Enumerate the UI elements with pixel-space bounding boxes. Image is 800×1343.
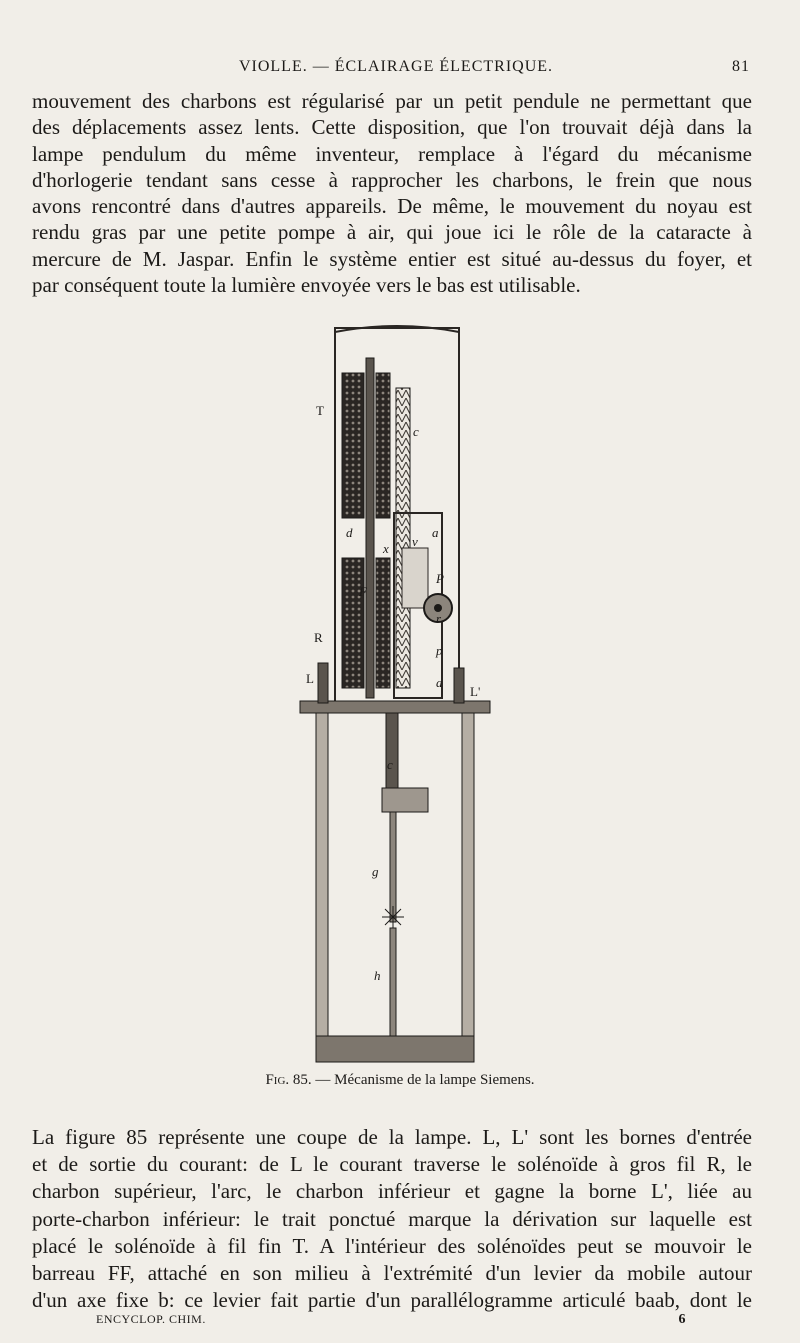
label-d: d [346,525,353,540]
paragraph-2 [32,1124,752,1314]
text-line: rendu gras par une petite pompe à air, qui joue ici le rôle de la cataracte à [32,220,752,245]
page-number: 81 [732,58,750,75]
label-P: P [436,571,444,586]
figure-number: Fig. 85. [265,1072,312,1088]
label-h: h [374,968,381,983]
text-line: avons rencontré dans d'autres appareils. De même, le mouvement du noyau est [32,194,752,219]
label-c-lower: c [387,757,393,772]
text-line: et de sortie du courant: de L le courant traverse le solénoïde à gros fil R, le [32,1152,752,1177]
figure-caption [200,1072,600,1089]
sheet-number: 6 [678,1312,686,1327]
label-a-lower: a [436,675,443,690]
text-line: d'horlogerie tendant sans cesse à rapprocher les charbons, le frein que nous [32,167,752,192]
figure-caption-text: — Mécanisme de la lampe Siemens. [311,1072,535,1088]
running-head-title: VIOLLE. — ÉCLAIRAGE ÉLECTRIQUE. [238,58,554,75]
label-x: x [383,541,389,556]
text-line: par conséquent toute la lumière envoyée vers le bas est utilisable. [32,273,581,298]
label-R: R [314,630,323,645]
label-L-prime: L' [470,684,481,699]
running-head [32,58,760,82]
page-footer [96,1312,696,1332]
text-line: mouvement des charbons est régularisé par un petit pendule ne permettant que [32,89,752,113]
label-L: L [306,671,314,686]
text-line: placé le solénoïde à fil fin T. A l'intérieur des solénoïdes peut se mouvoir le [32,1233,752,1258]
label-c: c [413,424,419,439]
text-line: lampe pendulum du même inventeur, remplace à l'égard du mécanisme [32,141,752,166]
printer-signature: ENCYCLOP. CHIM. [96,1312,206,1326]
label-T: T [316,403,324,418]
label-r: r [436,611,442,626]
text-line: La figure 85 représente une coupe de la lampe. L, L' sont les bornes d'entrée [32,1125,752,1149]
label-a-upper: a [432,525,439,540]
paragraph-1 [32,88,752,298]
text-line: des déplacements assez lents. Cette disposition, que l'on trouvait déjà dans la [32,115,752,140]
arc-spark [382,906,404,928]
siemens-lamp-illustration [290,318,500,1070]
text-line: d'un axe fixe b: ce levier fait partie d'un parallélogramme articulé baab, dont le [32,1288,752,1313]
text-line: porte-charbon inférieur: le trait ponctué marque la dérivation sur laquelle est [32,1206,752,1231]
text-line: charbon supérieur, l'arc, le charbon inférieur et gagne la borne L', liée au [32,1179,752,1204]
lamp-mechanism-drawing [290,318,500,1070]
label-F: F [359,584,367,599]
label-v: v [412,534,418,549]
label-g: g [372,864,379,879]
label-p: p [436,643,443,658]
text-line: mercure de M. Jaspar. Enfin le système entier est situé au-dessus du foyer, et [32,246,752,271]
text-line: barreau FF, attaché en son milieu à l'extrémité d'un levier da mobile autour [32,1260,752,1285]
